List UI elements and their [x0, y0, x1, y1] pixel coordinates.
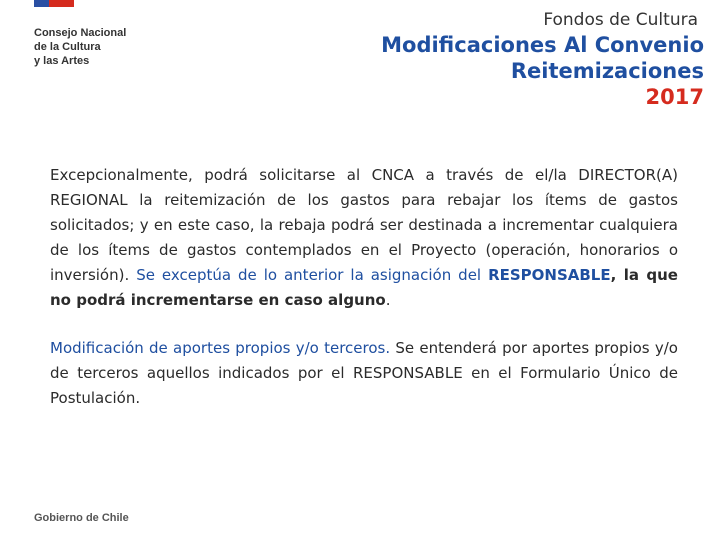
- slide-header: [381, 8, 704, 110]
- slide-year: 2017: [645, 85, 704, 109]
- logo-line-1: Consejo Nacional: [34, 27, 127, 39]
- slide-title: Modificaciones Al Convenio: [381, 33, 704, 57]
- logo-line-3: y las Artes: [34, 55, 90, 67]
- flag-blue-segment: [34, 0, 49, 7]
- logo-flag-bar: [34, 0, 74, 7]
- responsable-highlight: RESPONSABLE: [488, 266, 611, 284]
- paragraph-aportes: [50, 336, 678, 411]
- aportes-heading: Modificación de aportes propios y/o terceros.: [50, 339, 391, 357]
- institution-logo: [34, 26, 126, 68]
- paragraph-1-end: .: [385, 291, 391, 309]
- slide-body: [50, 163, 678, 411]
- slide-title-line-2: Reitemizaciones: [510, 59, 704, 83]
- footer-gobierno: Gobierno de Chile: [34, 512, 129, 524]
- header-subtitle: Fondos de Cultura: [543, 10, 698, 30]
- exception-bold-tail: , la que no podrá incrementarse en caso alguno: [50, 266, 678, 309]
- logo-line-2: de la Cultura: [34, 41, 101, 53]
- paragraph-reitemization: [50, 163, 678, 313]
- paragraph-2-text: Se entenderá por aportes propios y/o de terceros aquellos indicados por el RESPONSABLE en el Formulario Único de Postulación.: [50, 339, 678, 407]
- paragraph-1-text: Excepcionalmente, podrá solicitarse al CNCA a través de el/la DIRECTOR(A) REGIONAL la reitemización de los gastos para rebajar los ítems de gastos solicitados; y en este caso, la rebaja podrá ser destinada a incrementar cualquiera de los ítems de gastos contemplados en el Proyecto (operación, honorarios o inversión).: [50, 166, 678, 284]
- exception-highlight: Se exceptúa de lo anterior la asignación del: [136, 266, 482, 284]
- flag-red-segment: [49, 0, 74, 7]
